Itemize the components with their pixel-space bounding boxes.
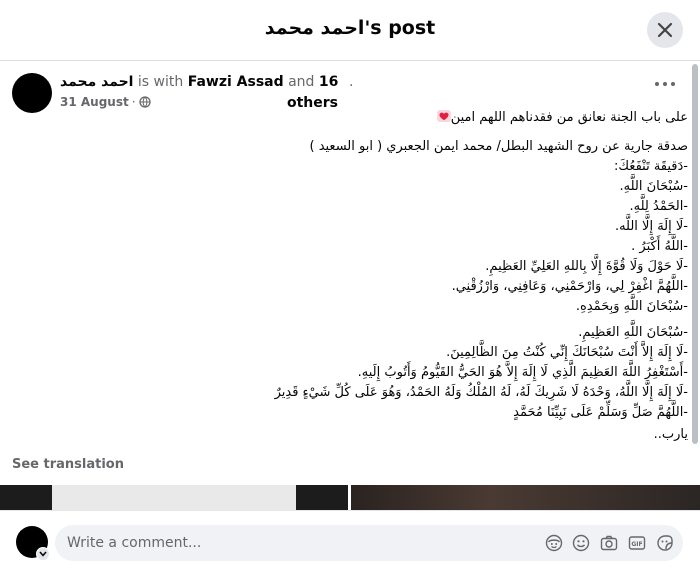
close-button[interactable]: [647, 12, 683, 48]
post-line: -لَا إِلَهَ إِلَّا اللَّهُ، وَحْدَهُ لَا شَرِيكَ لَهُ، لَهُ المُلْكُ وَلَهُ الحَمْدُ، وَهُوَ عَلَى كُلِّ شَيْءٍ قَدِيرٌ: [274, 385, 688, 400]
photo-content: [52, 485, 296, 513]
more-options-icon: [653, 80, 677, 88]
post-date[interactable]: 31 August: [60, 95, 129, 109]
post-line: -الحَمْدُ لِلَّهِ.: [629, 199, 688, 214]
scrollbar[interactable]: [690, 60, 700, 520]
post-line: -اللَّهُ أَكْبَرُ .: [631, 239, 688, 254]
post-line: -اللَّهُمَّ صَلِّ وَسَلِّمْ عَلَى نَبِيِّنَا مُحَمَّدٍ: [513, 405, 688, 420]
and-text: and: [288, 74, 315, 90]
avatar-sticker-button[interactable]: [544, 533, 564, 553]
post-line: -سُبْحَانَ اللَّهِ.: [619, 179, 688, 194]
gif-button[interactable]: [627, 533, 647, 553]
others-link[interactable]: others: [287, 95, 339, 111]
chevron-down-icon: [39, 551, 47, 557]
camera-icon: [600, 534, 618, 552]
photo-button[interactable]: [599, 533, 619, 553]
scrollbar-thumb[interactable]: [692, 64, 698, 444]
comment-box[interactable]: [55, 525, 683, 561]
post-line: -سُبْحَانَ اللَّهِ وَبِحَمْدِهِ.: [575, 299, 688, 314]
comment-composer: [0, 510, 700, 578]
with-text: is with: [137, 74, 184, 90]
see-translation-link[interactable]: See translation: [12, 457, 124, 472]
heart-emoji-icon: [437, 110, 451, 122]
emoji-button[interactable]: [571, 533, 591, 553]
post-line: يارب..: [653, 427, 688, 442]
separator: .: [349, 74, 354, 90]
post-dialog-header: [0, 0, 700, 61]
post-line: -سُبْحَانَ اللَّهِ العَظِيمِ.: [578, 325, 688, 340]
post-line: على باب الجنة نعانق من فقدناهم اللهم امين: [434, 110, 688, 125]
sticker-button[interactable]: [655, 533, 675, 553]
more-options-button[interactable]: [653, 78, 677, 92]
svg-text:GIF: GIF: [631, 541, 643, 548]
post-line: -لَا إِلَهَ إِلَّا اللَّه.: [614, 219, 688, 234]
meta-dot: ·: [131, 95, 136, 109]
comment-input[interactable]: [65, 534, 529, 552]
author-avatar[interactable]: [12, 73, 52, 113]
post-line: -دَقيقَة تَنْفَعُكَ:: [613, 159, 688, 174]
author-name[interactable]: احمد محمد: [60, 74, 134, 90]
post-line: صدقة جارية عن روح الشهيد البطل/ محمد ايمن الجعبري ( ابو السعيد ): [309, 139, 688, 154]
post-photo[interactable]: [0, 485, 348, 513]
post-line: -لَا حَوْلَ وَلَا قُوَّةَ إِلَّا بِاللهِ العَلِيِّ العَظِيمِ.: [485, 259, 688, 274]
others-count[interactable]: 16: [318, 74, 339, 90]
dialog-title: احمد محمد's post: [264, 17, 436, 39]
avatar-dropdown-badge[interactable]: [36, 547, 50, 561]
post-line: -اللَّهُمَّ اغْفِرْ لِي، وَارْحَمْنِي، وَعَافِنِي، وَارْزُقْنِي.: [451, 279, 688, 294]
media-strip: [0, 485, 700, 513]
post-line: -لَا إِلَهَ إِلاَّ أَنْتَ سُبْحَانَكَ إِنِّي كُنْتُ مِنَ الظَّالِمِينَ.: [446, 345, 688, 360]
author-line: [60, 74, 338, 90]
gif-icon: [628, 534, 646, 552]
avatar-sticker-icon: [545, 534, 563, 552]
post-meta: [60, 95, 151, 109]
post-photo[interactable]: [351, 485, 700, 513]
emoji-icon: [572, 534, 590, 552]
post-line: -أَسْتَغْفِرُ اللَّهَ العَظِيمَ الَّذِي لَا إِلَهَ إِلاَّ هُوَ الحَيُّ القَيُّومُ وَأَتُوبُ إِلَيهِ.: [357, 365, 688, 380]
globe-icon: [139, 96, 151, 108]
sticker-icon: [656, 534, 674, 552]
close-icon: [657, 22, 673, 38]
tagged-person[interactable]: Fawzi Assad: [187, 74, 284, 90]
